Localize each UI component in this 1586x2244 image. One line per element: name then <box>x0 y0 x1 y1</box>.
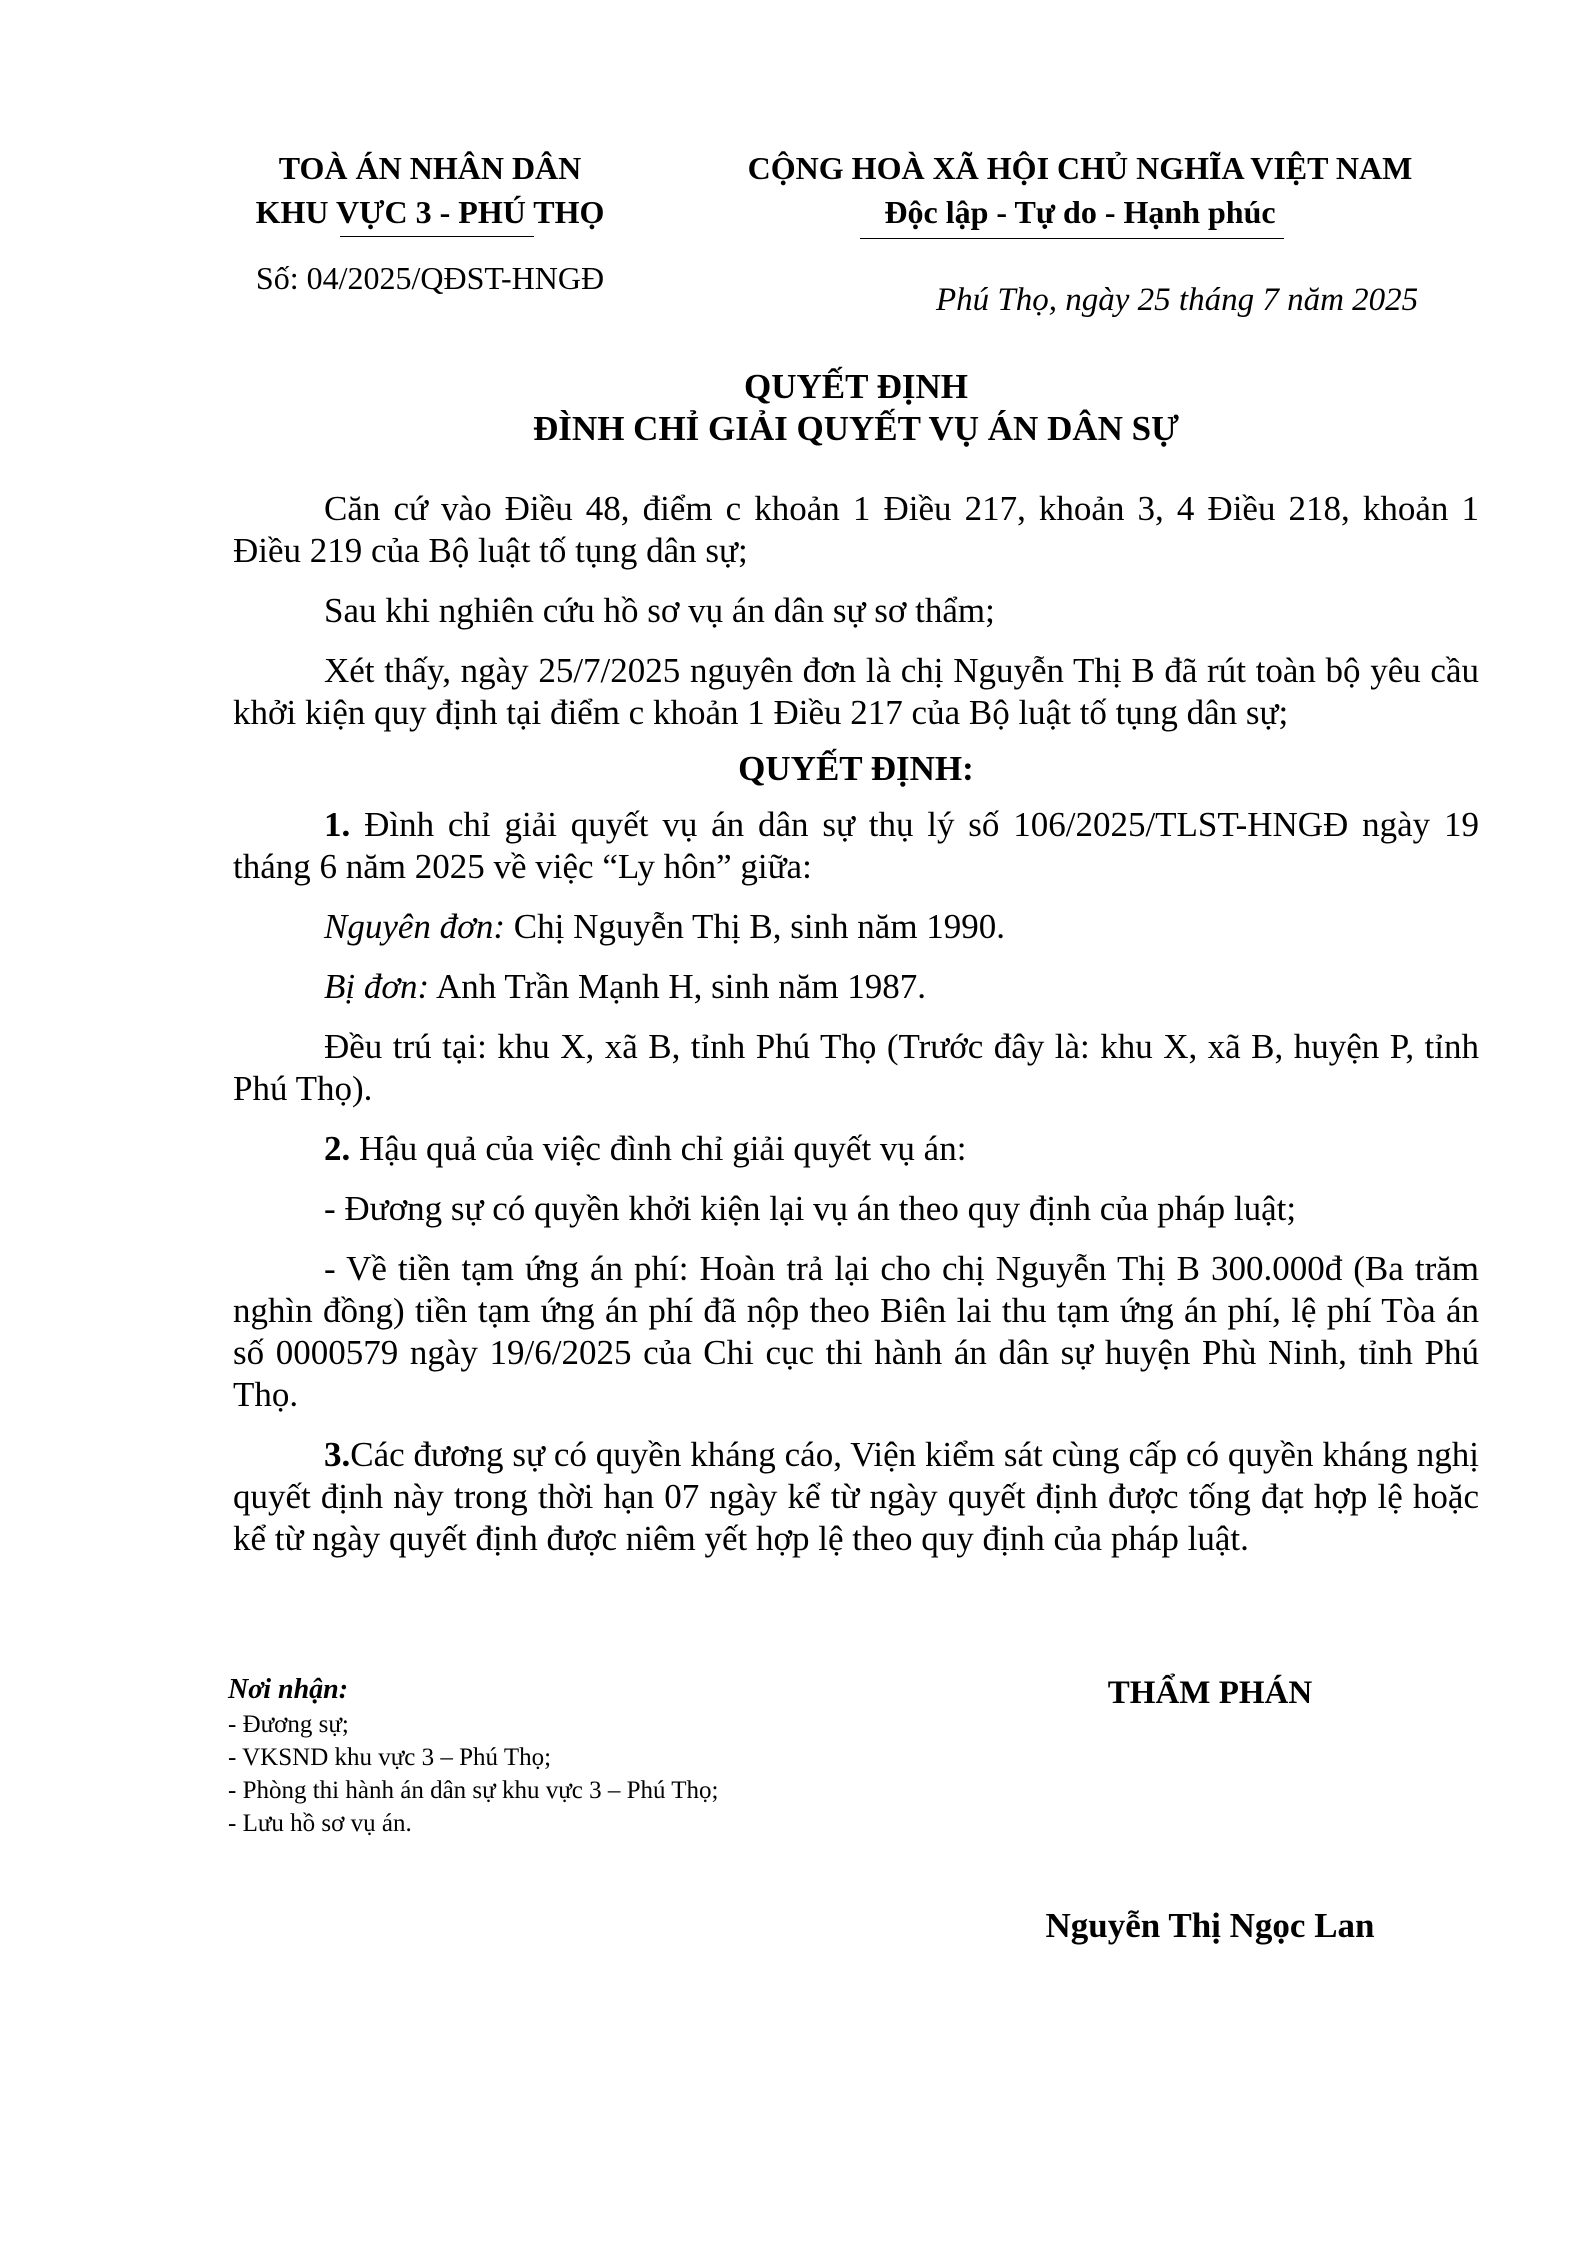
plaintiff-line <box>233 906 1479 948</box>
preamble-legal-basis: Căn cứ vào Điều 48, điểm c khoản 1 Điều 217, khoản 3, 4 Điều 218, khoản 1 Điều 219 của Bộ luật tố tụng dân sự; <box>233 489 1479 570</box>
recipients-block <box>228 1672 928 1840</box>
document-number: Số: 04/2025/QĐST-HNGĐ <box>255 260 605 296</box>
court-underline <box>340 236 534 237</box>
place-date: Phú Thọ, ngày 25 tháng 7 năm 2025 <box>936 282 1419 318</box>
item-3-text: Các đương sự có quyền kháng cáo, Viện kiểm sát cùng cấp có quyền kháng nghị quyết định này trong thời hạn 07 ngày kể từ ngày quyết định được tống đạt hợp lệ hoặc kể từ ngày quyết định được niêm yết hợp lệ theo quy định của pháp luật. <box>233 1435 1479 1558</box>
item-2-consequence-1: - Đương sự có quyền khởi kiện lại vụ án theo quy định của pháp luật; <box>324 1189 1297 1228</box>
item-3-number: 3. <box>324 1435 351 1474</box>
decision-item-1 <box>233 804 1479 888</box>
defendant-value: Anh Trần Mạnh H, sinh năm 1987. <box>429 967 927 1006</box>
recipient-item: - Lưu hồ sơ vụ án. <box>228 1810 412 1837</box>
preamble-finding: Xét thấy, ngày 25/7/2025 nguyên đơn là chị Nguyễn Thị B đã rút toàn bộ yêu cầu khởi kiện quy định tại điểm c khoản 1 Điều 217 của Bộ luật tố tụng dân sự; <box>233 651 1479 732</box>
document-body <box>233 488 1479 1560</box>
plaintiff-label: Nguyên đơn: <box>324 907 505 946</box>
court-block <box>210 146 650 234</box>
recipient-item: - Đương sự; <box>228 1711 349 1738</box>
residence-line: Đều trú tại: khu X, xã B, tỉnh Phú Thọ (Trước đây là: khu X, xã B, huyện P, tỉnh Phú Thọ). <box>233 1027 1479 1108</box>
recipients-heading: Nơi nhận: <box>228 1674 349 1705</box>
decision-item-2 <box>233 1128 1479 1170</box>
document-title <box>233 366 1479 450</box>
court-name: TOÀ ÁN NHÂN DÂN <box>278 150 582 186</box>
signer-name: Nguyễn Thị Ngọc Lan <box>1045 1906 1375 1945</box>
national-motto-block <box>700 146 1460 234</box>
decision-item-3 <box>233 1434 1479 1560</box>
defendant-line <box>233 966 1479 1008</box>
defendant-label: Bị đơn: <box>324 967 430 1006</box>
national-name: CỘNG HOÀ XÃ HỘI CHỦ NGHĨA VIỆT NAM <box>747 150 1413 186</box>
title-line-2: ĐÌNH CHỈ GIẢI QUYẾT VỤ ÁN DÂN SỰ <box>533 409 1179 448</box>
national-motto: Độc lập - Tự do - Hạnh phúc <box>884 194 1276 230</box>
item-2-consequence-2: - Về tiền tạm ứng án phí: Hoàn trả lại cho chị Nguyễn Thị B 300.000đ (Ba trăm nghìn đồng) tiền tạm ứng án phí đã nộp theo Biên lai thu tạm ứng án phí, lệ phí Tòa án số 0000579 ngày 19/6/2025 của Chi cục thi hành án dân sự huyện Phù Ninh, tỉnh Phú Thọ. <box>233 1249 1479 1414</box>
recipient-item: - VKSND khu vực 3 – Phú Thọ; <box>228 1744 552 1771</box>
decision-heading: QUYẾT ĐỊNH: <box>738 749 974 788</box>
motto-underline <box>860 238 1284 239</box>
item-2-number: 2. <box>324 1129 351 1168</box>
item-1-text: Đình chỉ giải quyết vụ án dân sự thụ lý số 106/2025/TLST-HNGĐ ngày 19 tháng 6 năm 2025 về việc “Ly hôn” giữa: <box>233 805 1479 886</box>
preamble-review: Sau khi nghiên cứu hồ sơ vụ án dân sự sơ thẩm; <box>324 591 995 630</box>
plaintiff-value: Chị Nguyễn Thị B, sinh năm 1990. <box>505 907 1006 946</box>
item-2-text: Hậu quả của việc đình chỉ giải quyết vụ án: <box>350 1129 967 1168</box>
recipient-item: - Phòng thi hành án dân sự khu vực 3 – Phú Thọ; <box>228 1777 719 1804</box>
signer-role: THẨM PHÁN <box>1107 1675 1313 1711</box>
item-1-number: 1. <box>324 805 351 844</box>
court-region: KHU VỰC 3 - PHÚ THỌ <box>255 194 605 230</box>
title-line-1: QUYẾT ĐỊNH <box>744 367 968 406</box>
